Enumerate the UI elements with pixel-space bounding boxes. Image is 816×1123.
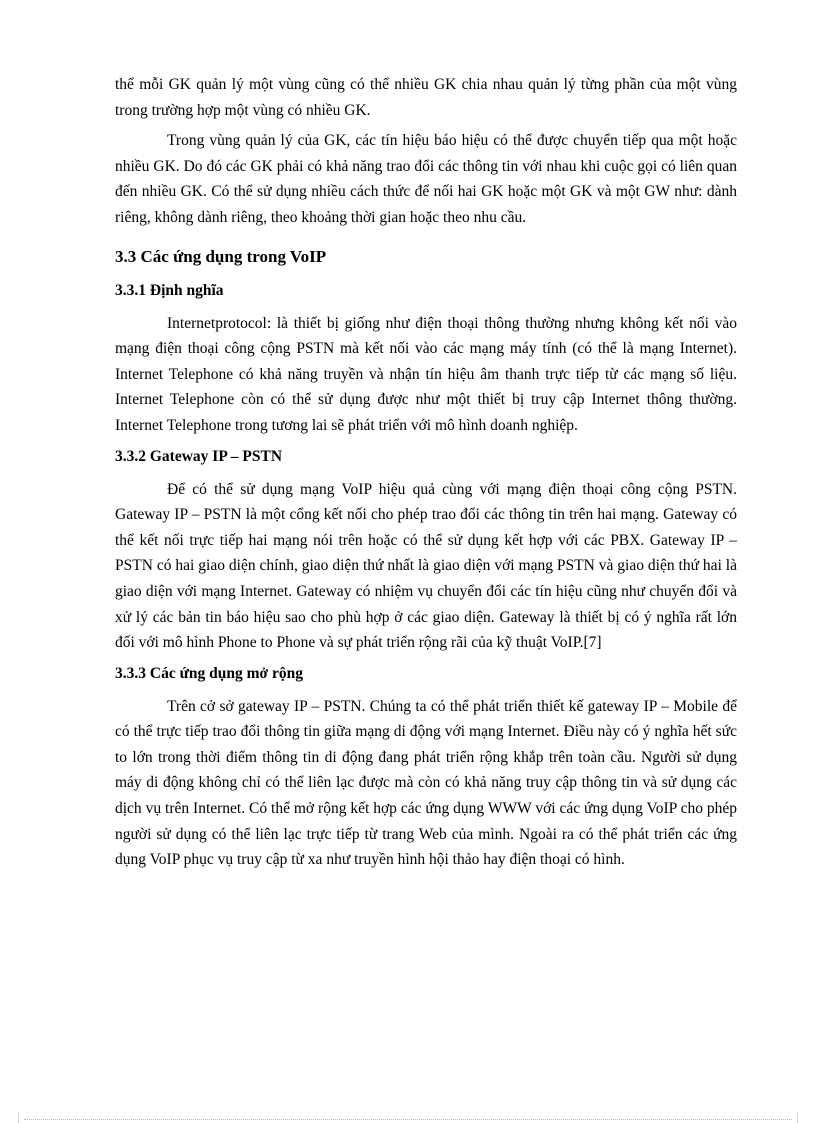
document-page xyxy=(115,72,737,873)
section-heading-voip-applications: 3.3 Các ứng dụng trong VoIP xyxy=(115,246,327,266)
subsection-heading-extended-apps: 3.3.3 Các ứng dụng mở rộng xyxy=(115,664,303,682)
paragraph-gk-signaling: Trong vùng quản lý của GK, các tín hiệu báo hiệu có thể được chuyển tiếp qua một hoặc nhiều GK. Do đó các GK phải có khả năng trao đổi các thông tin với nhau khi cuộc gọi có liên quan đến nhiều GK. Có thể sử dụng nhiều cách thức để nối hai GK hoặc một GK và một GW như: dành riêng, không dành riêng, theo khoảng thời gian hoặc theo nhu cầu. xyxy=(115,132,737,226)
paragraph-definition: Internetprotocol: là thiết bị giống như điện thoại thông thường nhưng không kết nối vào mạng điện thoại công cộng PSTN mà kết nối vào các mạng máy tính (có thể là mạng Internet). Internet Telephone có khả năng truyền và nhận tín hiệu âm thanh trực tiếp từ các mạng số liệu. Internet Telephone còn có thể sử dụng được như một thiết bị truy cập Internet thông thường. Internet Telephone trong tương lai sẽ phát triển với mô hình doanh nghiệp. xyxy=(115,314,737,434)
paragraph-gateway: Để có thể sử dụng mạng VoIP hiệu quả cùng với mạng điện thoại công cộng PSTN. Gateway IP – PSTN là một cổng kết nối cho phép trao đổi các thông tin trên hai mạng. Gateway có thể kết nối trực tiếp hai mạng nói trên hoặc có thể sử dụng kết hợp với các PBX. Gateway IP – PSTN có hai giao diện chính, giao diện thứ nhất là giao diện với mạng PSTN và giao diện thứ hai là giao diện với mạng Internet. Gateway có nhiệm vụ chuyển đổi các tín hiệu cũng như chuyển đổi và xử lý các bản tin báo hiệu sao cho phù hợp ở các giao diện. Gateway là thiết bị có ý nghĩa rất lớn đối với mô hình Phone to Phone và sự phát triển rộng rãi của kỹ thuật VoIP.[7] xyxy=(115,480,737,652)
page-border-left-corner xyxy=(18,1112,19,1123)
subsection-heading-gateway: 3.3.2 Gateway IP – PSTN xyxy=(115,447,283,465)
paragraph-extended-apps: Trên cở sở gateway IP – PSTN. Chúng ta có thể phát triển thiết kế gateway IP – Mobile để có thể trực tiếp trao đổi thông tin giữa mạng di động với mạng Internet. Điều này có ý nghĩa hết sức to lớn trong thời điểm thông tin di động đang phát triển rộng khắp trên toàn cầu. Người sử dụng máy di động không chỉ có thể liên lạc được mà còn có khả năng truy cập thông tin và sử dụng các dịch vụ trên Internet. Có thể mở rộng kết hợp các ứng dụng WWW với các ứng dụng VoIP cho phép người sử dụng có thể liên lạc trực tiếp từ trang Web của mình. Ngoài ra có thể phát triển các ứng dụng VoIP phục vụ truy cập từ xa như truyền hình hội thảo hay điện thoại có hình. xyxy=(115,697,737,869)
page-border-right-corner xyxy=(797,1112,798,1123)
subsection-heading-definition: 3.3.1 Định nghĩa xyxy=(115,281,224,299)
paragraph-gk-zone: thể mỗi GK quản lý một vùng cũng có thể nhiều GK chia nhau quản lý từng phần của một vùng trong trường hợp một vùng có nhiều GK. xyxy=(115,76,737,119)
page-border-bottom xyxy=(24,1119,792,1120)
